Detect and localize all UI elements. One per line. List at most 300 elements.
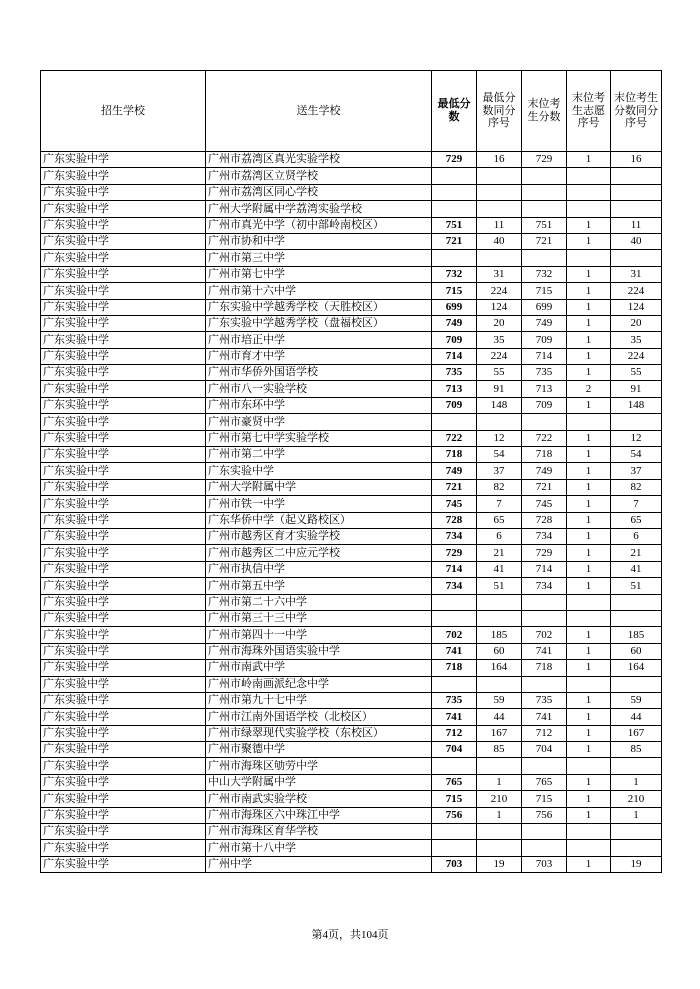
min-score-cell (432, 758, 477, 774)
table-row (41, 528, 662, 544)
last-student-score-cell: 741 (522, 643, 567, 659)
min-score-cell: 709 (432, 397, 477, 413)
min-score-cell: 735 (432, 692, 477, 708)
sending-school-cell: 广州市荔湾区真光实验学校 (206, 152, 432, 168)
min-score-cell: 722 (432, 430, 477, 446)
table-row (41, 479, 662, 495)
last-student-choice-no-cell: 1 (567, 365, 611, 381)
header-min-score-tie-no: 最低分数同分序号 (477, 71, 522, 152)
recruiting-school-cell: 广东实验中学 (41, 447, 206, 463)
min-score-cell (432, 676, 477, 692)
table-row (41, 824, 662, 840)
last-student-score-tie-no-cell: 164 (611, 660, 662, 676)
recruiting-school-cell: 广东实验中学 (41, 414, 206, 430)
last-student-score-tie-no-cell: 85 (611, 742, 662, 758)
min-score-tie-no-cell: 91 (477, 381, 522, 397)
last-student-score-cell (522, 676, 567, 692)
sending-school-cell: 广州市荔湾区立贤学校 (206, 168, 432, 184)
last-student-score-tie-no-cell: 224 (611, 348, 662, 364)
last-student-score-tie-no-cell: 124 (611, 299, 662, 315)
min-score-tie-no-cell: 1 (477, 774, 522, 790)
sending-school-cell: 广州市海珠区六中珠江中学 (206, 807, 432, 823)
table-row (41, 381, 662, 397)
last-student-score-cell: 735 (522, 365, 567, 381)
recruiting-school-cell: 广东实验中学 (41, 397, 206, 413)
min-score-cell: 699 (432, 299, 477, 315)
min-score-tie-no-cell: 44 (477, 709, 522, 725)
last-student-score-tie-no-cell: 35 (611, 332, 662, 348)
last-student-choice-no-cell (567, 676, 611, 692)
table-row (41, 578, 662, 594)
sending-school-cell: 广东实验中学 (206, 463, 432, 479)
min-score-tie-no-cell: 40 (477, 233, 522, 249)
last-student-score-tie-no-cell: 21 (611, 545, 662, 561)
recruiting-school-cell: 广东实验中学 (41, 250, 206, 266)
last-student-choice-no-cell (567, 184, 611, 200)
sending-school-cell: 广州市培正中学 (206, 332, 432, 348)
recruiting-school-cell: 广东实验中学 (41, 578, 206, 594)
last-student-score-tie-no-cell: 7 (611, 496, 662, 512)
min-score-tie-no-cell (477, 840, 522, 856)
min-score-tie-no-cell: 124 (477, 299, 522, 315)
last-student-score-cell (522, 184, 567, 200)
sending-school-cell: 广州市南武中学 (206, 660, 432, 676)
last-student-choice-no-cell (567, 414, 611, 430)
min-score-cell (432, 414, 477, 430)
last-student-choice-no-cell: 1 (567, 152, 611, 168)
min-score-tie-no-cell: 37 (477, 463, 522, 479)
last-student-choice-no-cell: 1 (567, 692, 611, 708)
sending-school-cell: 广州市东环中学 (206, 397, 432, 413)
last-student-score-cell (522, 414, 567, 430)
min-score-tie-no-cell (477, 676, 522, 692)
table-row (41, 414, 662, 430)
sending-school-cell: 广州市第十六中学 (206, 283, 432, 299)
last-student-score-tie-no-cell (611, 184, 662, 200)
table-row (41, 168, 662, 184)
last-student-score-tie-no-cell: 55 (611, 365, 662, 381)
last-student-score-tie-no-cell: 16 (611, 152, 662, 168)
sending-school-cell: 广州市第二中学 (206, 447, 432, 463)
min-score-tie-no-cell: 60 (477, 643, 522, 659)
last-student-score-cell: 721 (522, 479, 567, 495)
last-student-score-cell: 721 (522, 233, 567, 249)
last-student-score-cell: 734 (522, 528, 567, 544)
table-row (41, 594, 662, 610)
last-student-score-tie-no-cell: 44 (611, 709, 662, 725)
table-row (41, 774, 662, 790)
min-score-cell: 749 (432, 463, 477, 479)
recruiting-school-cell: 广东实验中学 (41, 233, 206, 249)
min-score-cell: 745 (432, 496, 477, 512)
last-student-choice-no-cell: 1 (567, 315, 611, 331)
last-student-score-tie-no-cell: 59 (611, 692, 662, 708)
last-student-score-cell: 732 (522, 266, 567, 282)
table-row (41, 496, 662, 512)
admission-table-container (40, 70, 661, 873)
last-student-score-cell: 714 (522, 561, 567, 577)
last-student-choice-no-cell (567, 610, 611, 626)
last-student-score-tie-no-cell (611, 758, 662, 774)
last-student-choice-no-cell: 1 (567, 233, 611, 249)
min-score-tie-no-cell (477, 168, 522, 184)
last-student-score-tie-no-cell (611, 676, 662, 692)
min-score-cell: 721 (432, 479, 477, 495)
last-student-score-cell: 702 (522, 627, 567, 643)
header-last-student-choice-no: 末位考生志愿序号 (567, 71, 611, 152)
last-student-score-cell: 765 (522, 774, 567, 790)
last-student-choice-no-cell: 1 (567, 545, 611, 561)
table-row (41, 742, 662, 758)
min-score-tie-no-cell: 224 (477, 348, 522, 364)
sending-school-cell: 广州市华侨外国语学校 (206, 365, 432, 381)
last-student-score-cell: 749 (522, 315, 567, 331)
min-score-cell (432, 840, 477, 856)
last-student-choice-no-cell: 1 (567, 299, 611, 315)
last-student-score-cell: 734 (522, 578, 567, 594)
min-score-cell: 729 (432, 152, 477, 168)
last-student-choice-no-cell: 1 (567, 266, 611, 282)
last-student-score-cell: 712 (522, 725, 567, 741)
sending-school-cell: 广州市真光中学（初中部岭南校区） (206, 217, 432, 233)
table-row (41, 791, 662, 807)
table-row (41, 201, 662, 217)
sending-school-cell: 广州市南武实验学校 (206, 791, 432, 807)
last-student-choice-no-cell: 1 (567, 660, 611, 676)
table-row (41, 627, 662, 643)
min-score-cell: 751 (432, 217, 477, 233)
sending-school-cell: 广州市聚德中学 (206, 742, 432, 758)
min-score-tie-no-cell: 65 (477, 512, 522, 528)
recruiting-school-cell: 广东实验中学 (41, 545, 206, 561)
table-row (41, 512, 662, 528)
table-header-row (41, 71, 662, 152)
sending-school-cell: 广州市豪贤中学 (206, 414, 432, 430)
last-student-choice-no-cell: 1 (567, 791, 611, 807)
min-score-tie-no-cell: 224 (477, 283, 522, 299)
recruiting-school-cell: 广东实验中学 (41, 676, 206, 692)
last-student-choice-no-cell (567, 168, 611, 184)
last-student-choice-no-cell: 1 (567, 283, 611, 299)
sending-school-cell: 广州市第五中学 (206, 578, 432, 594)
min-score-tie-no-cell: 82 (477, 479, 522, 495)
min-score-cell: 715 (432, 283, 477, 299)
last-student-choice-no-cell: 1 (567, 479, 611, 495)
last-student-score-tie-no-cell (611, 594, 662, 610)
sending-school-cell: 广州市荔湾区同心学校 (206, 184, 432, 200)
sending-school-cell: 广州市第十八中学 (206, 840, 432, 856)
last-student-choice-no-cell (567, 758, 611, 774)
recruiting-school-cell: 广东实验中学 (41, 528, 206, 544)
last-student-choice-no-cell: 1 (567, 348, 611, 364)
last-student-score-cell: 751 (522, 217, 567, 233)
min-score-tie-no-cell: 54 (477, 447, 522, 463)
sending-school-cell: 广州市越秀区二中应元学校 (206, 545, 432, 561)
min-score-cell: 714 (432, 348, 477, 364)
table-row (41, 856, 662, 872)
last-student-choice-no-cell: 1 (567, 561, 611, 577)
table-row (41, 365, 662, 381)
table-row (41, 430, 662, 446)
last-student-score-cell: 741 (522, 709, 567, 725)
min-score-tie-no-cell: 16 (477, 152, 522, 168)
sending-school-cell: 广州中学 (206, 856, 432, 872)
sending-school-cell: 广州市第三中学 (206, 250, 432, 266)
last-student-score-tie-no-cell: 37 (611, 463, 662, 479)
table-row (41, 660, 662, 676)
last-student-score-tie-no-cell: 167 (611, 725, 662, 741)
min-score-cell: 741 (432, 709, 477, 725)
min-score-tie-no-cell: 164 (477, 660, 522, 676)
recruiting-school-cell: 广东实验中学 (41, 725, 206, 741)
recruiting-school-cell: 广东实验中学 (41, 594, 206, 610)
table-row (41, 807, 662, 823)
recruiting-school-cell: 广东实验中学 (41, 840, 206, 856)
last-student-choice-no-cell: 1 (567, 774, 611, 790)
min-score-tie-no-cell: 55 (477, 365, 522, 381)
min-score-cell: 734 (432, 528, 477, 544)
table-row (41, 643, 662, 659)
last-student-choice-no-cell (567, 201, 611, 217)
min-score-tie-no-cell: 31 (477, 266, 522, 282)
min-score-tie-no-cell (477, 594, 522, 610)
last-student-score-tie-no-cell (611, 168, 662, 184)
min-score-cell: 734 (432, 578, 477, 594)
min-score-cell: 735 (432, 365, 477, 381)
last-student-score-cell: 714 (522, 348, 567, 364)
min-score-tie-no-cell (477, 201, 522, 217)
min-score-tie-no-cell (477, 184, 522, 200)
last-student-score-tie-no-cell (611, 201, 662, 217)
last-student-score-cell (522, 610, 567, 626)
min-score-tie-no-cell: 7 (477, 496, 522, 512)
last-student-score-tie-no-cell: 19 (611, 856, 662, 872)
recruiting-school-cell: 广东实验中学 (41, 774, 206, 790)
table-body (41, 152, 662, 873)
min-score-tie-no-cell: 41 (477, 561, 522, 577)
last-student-choice-no-cell: 1 (567, 725, 611, 741)
header-last-student-score: 末位考生分数 (522, 71, 567, 152)
min-score-cell: 721 (432, 233, 477, 249)
table-row (41, 299, 662, 315)
min-score-cell: 714 (432, 561, 477, 577)
sending-school-cell: 广州市铁一中学 (206, 496, 432, 512)
last-student-score-cell: 745 (522, 496, 567, 512)
recruiting-school-cell: 广东实验中学 (41, 824, 206, 840)
last-student-choice-no-cell: 1 (567, 627, 611, 643)
last-student-score-tie-no-cell (611, 250, 662, 266)
min-score-cell (432, 184, 477, 200)
min-score-cell: 718 (432, 447, 477, 463)
last-student-score-tie-no-cell: 40 (611, 233, 662, 249)
last-student-choice-no-cell: 1 (567, 742, 611, 758)
min-score-tie-no-cell (477, 250, 522, 266)
last-student-score-cell (522, 824, 567, 840)
min-score-cell: 728 (432, 512, 477, 528)
table-row (41, 152, 662, 168)
header-recruiting-school: 招生学校 (41, 71, 206, 152)
table-row (41, 348, 662, 364)
last-student-score-tie-no-cell: 210 (611, 791, 662, 807)
sending-school-cell: 广州市海珠区育华学校 (206, 824, 432, 840)
min-score-cell: 704 (432, 742, 477, 758)
last-student-score-tie-no-cell: 31 (611, 266, 662, 282)
min-score-cell: 718 (432, 660, 477, 676)
last-student-choice-no-cell: 1 (567, 807, 611, 823)
recruiting-school-cell: 广东实验中学 (41, 660, 206, 676)
recruiting-school-cell: 广东实验中学 (41, 692, 206, 708)
last-student-choice-no-cell (567, 840, 611, 856)
last-student-choice-no-cell: 1 (567, 512, 611, 528)
recruiting-school-cell: 广东实验中学 (41, 365, 206, 381)
min-score-cell: 709 (432, 332, 477, 348)
table-row (41, 184, 662, 200)
last-student-score-cell: 722 (522, 430, 567, 446)
admission-table (40, 70, 662, 873)
recruiting-school-cell: 广东实验中学 (41, 709, 206, 725)
last-student-score-tie-no-cell: 20 (611, 315, 662, 331)
sending-school-cell: 中山大学附属中学 (206, 774, 432, 790)
last-student-score-cell: 703 (522, 856, 567, 872)
sending-school-cell: 广州市第二十六中学 (206, 594, 432, 610)
sending-school-cell: 广州市第九十七中学 (206, 692, 432, 708)
min-score-cell: 732 (432, 266, 477, 282)
recruiting-school-cell: 广东实验中学 (41, 168, 206, 184)
last-student-score-tie-no-cell: 6 (611, 528, 662, 544)
last-student-choice-no-cell (567, 824, 611, 840)
last-student-score-cell (522, 168, 567, 184)
last-student-score-tie-no-cell: 82 (611, 479, 662, 495)
last-student-score-cell: 704 (522, 742, 567, 758)
last-student-score-cell: 715 (522, 283, 567, 299)
last-student-score-tie-no-cell: 185 (611, 627, 662, 643)
table-row (41, 758, 662, 774)
header-min-score: 最低分数 (432, 71, 477, 152)
table-row (41, 266, 662, 282)
min-score-tie-no-cell: 35 (477, 332, 522, 348)
sending-school-cell: 广州市岭南画派纪念中学 (206, 676, 432, 692)
recruiting-school-cell: 广东实验中学 (41, 643, 206, 659)
last-student-choice-no-cell: 1 (567, 332, 611, 348)
sending-school-cell: 广州市第七中学实验学校 (206, 430, 432, 446)
table-row (41, 250, 662, 266)
last-student-choice-no-cell: 1 (567, 709, 611, 725)
table-row (41, 725, 662, 741)
last-student-choice-no-cell: 1 (567, 430, 611, 446)
recruiting-school-cell: 广东实验中学 (41, 496, 206, 512)
table-row (41, 676, 662, 692)
last-student-score-tie-no-cell: 65 (611, 512, 662, 528)
min-score-cell: 702 (432, 627, 477, 643)
recruiting-school-cell: 广东实验中学 (41, 856, 206, 872)
last-student-score-cell: 718 (522, 447, 567, 463)
min-score-tie-no-cell (477, 414, 522, 430)
last-student-choice-no-cell (567, 250, 611, 266)
sending-school-cell: 广州市第七中学 (206, 266, 432, 282)
header-last-student-score-tie-no: 末位考生分数同分序号 (611, 71, 662, 152)
min-score-cell: 712 (432, 725, 477, 741)
last-student-score-tie-no-cell: 91 (611, 381, 662, 397)
sending-school-cell: 广州市海珠区劬劳中学 (206, 758, 432, 774)
table-row (41, 397, 662, 413)
last-student-score-tie-no-cell: 12 (611, 430, 662, 446)
table-row (41, 447, 662, 463)
min-score-tie-no-cell: 85 (477, 742, 522, 758)
last-student-score-cell (522, 201, 567, 217)
sending-school-cell: 广东实验中学越秀学校（天胜校区） (206, 299, 432, 315)
table-row (41, 283, 662, 299)
header-sending-school: 送生学校 (206, 71, 432, 152)
min-score-tie-no-cell: 19 (477, 856, 522, 872)
table-row (41, 610, 662, 626)
table-row (41, 217, 662, 233)
recruiting-school-cell: 广东实验中学 (41, 561, 206, 577)
min-score-cell: 765 (432, 774, 477, 790)
last-student-score-cell: 699 (522, 299, 567, 315)
min-score-cell: 713 (432, 381, 477, 397)
table-row (41, 709, 662, 725)
min-score-cell (432, 594, 477, 610)
table-row (41, 332, 662, 348)
recruiting-school-cell: 广东实验中学 (41, 332, 206, 348)
last-student-choice-no-cell: 1 (567, 496, 611, 512)
sending-school-cell: 广州市第三十三中学 (206, 610, 432, 626)
sending-school-cell: 广州市协和中学 (206, 233, 432, 249)
table-row (41, 840, 662, 856)
last-student-score-cell: 715 (522, 791, 567, 807)
min-score-tie-no-cell: 185 (477, 627, 522, 643)
table-row (41, 692, 662, 708)
page-number: 第4页，共104页 (311, 929, 389, 941)
recruiting-school-cell: 广东实验中学 (41, 807, 206, 823)
min-score-tie-no-cell: 167 (477, 725, 522, 741)
last-student-choice-no-cell: 1 (567, 643, 611, 659)
last-student-score-cell: 718 (522, 660, 567, 676)
last-student-score-tie-no-cell: 1 (611, 774, 662, 790)
last-student-score-cell (522, 840, 567, 856)
last-student-score-tie-no-cell (611, 824, 662, 840)
recruiting-school-cell: 广东实验中学 (41, 266, 206, 282)
sending-school-cell: 广州市绿翠现代实验学校（东校区） (206, 725, 432, 741)
min-score-cell: 756 (432, 807, 477, 823)
min-score-cell: 703 (432, 856, 477, 872)
sending-school-cell: 广东华侨中学（起义路校区） (206, 512, 432, 528)
last-student-score-tie-no-cell: 60 (611, 643, 662, 659)
last-student-choice-no-cell: 1 (567, 463, 611, 479)
recruiting-school-cell: 广东实验中学 (41, 463, 206, 479)
min-score-cell (432, 250, 477, 266)
recruiting-school-cell: 广东实验中学 (41, 791, 206, 807)
min-score-tie-no-cell: 210 (477, 791, 522, 807)
sending-school-cell: 广州市育才中学 (206, 348, 432, 364)
last-student-score-tie-no-cell: 11 (611, 217, 662, 233)
min-score-tie-no-cell: 59 (477, 692, 522, 708)
last-student-score-tie-no-cell: 1 (611, 807, 662, 823)
min-score-tie-no-cell: 12 (477, 430, 522, 446)
last-student-choice-no-cell: 1 (567, 397, 611, 413)
recruiting-school-cell: 广东实验中学 (41, 217, 206, 233)
min-score-cell: 729 (432, 545, 477, 561)
last-student-choice-no-cell: 1 (567, 447, 611, 463)
last-student-choice-no-cell: 1 (567, 856, 611, 872)
min-score-tie-no-cell: 1 (477, 807, 522, 823)
sending-school-cell: 广州市执信中学 (206, 561, 432, 577)
last-student-score-tie-no-cell: 51 (611, 578, 662, 594)
sending-school-cell: 广州市海珠外国语实验中学 (206, 643, 432, 659)
last-student-score-tie-no-cell (611, 414, 662, 430)
min-score-tie-no-cell (477, 758, 522, 774)
last-student-score-cell: 728 (522, 512, 567, 528)
